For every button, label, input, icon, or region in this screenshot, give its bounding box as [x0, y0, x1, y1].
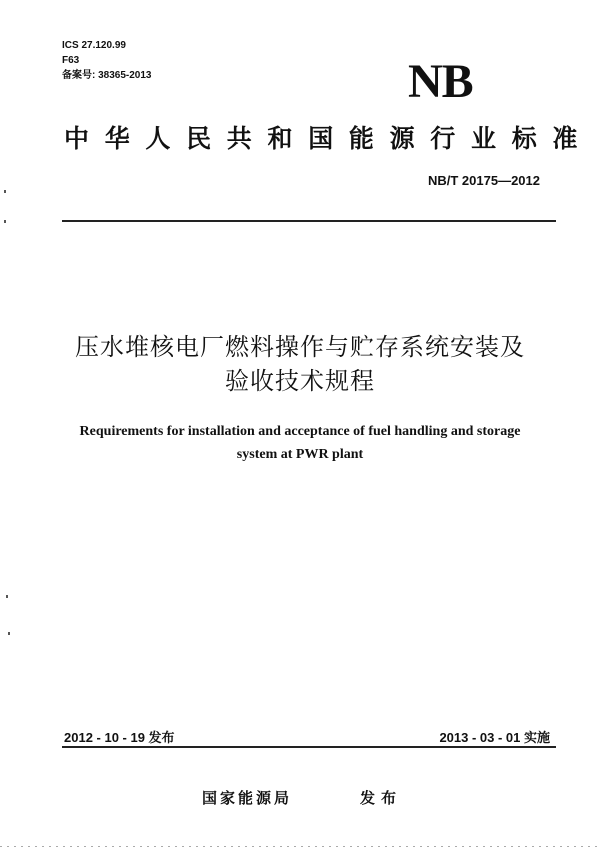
nb-logo: NB [408, 55, 473, 108]
record-number: 备案号: 38365-2013 [62, 70, 152, 81]
header-divider [62, 220, 556, 222]
english-title [0, 420, 600, 466]
ics-code: ICS 27.120.99 [62, 40, 126, 51]
scan-edge-dots [0, 846, 600, 847]
chinese-title-line-1: 压水堆核电厂燃料操作与贮存系统安装及 [75, 333, 525, 361]
issue-date: 2012 - 10 - 19 发布 [64, 730, 175, 745]
english-title-line-2: system at PWR plant [236, 447, 364, 462]
scan-speck [8, 632, 10, 635]
chinese-title [0, 330, 600, 398]
standard-category-title: 中华人民共和国能源行业标准 [64, 124, 594, 153]
effective-date: 2013 - 03 - 01 实施 [439, 730, 550, 745]
scan-speck [6, 595, 8, 598]
standard-number: NB/T 20175—2012 [427, 173, 540, 188]
english-title-line-1: Requirements for installation and acceptance of fuel handling and storage [79, 424, 521, 439]
chinese-title-line-2: 验收技术规程 [225, 367, 375, 395]
publish-label: 发布 [360, 789, 403, 807]
classification-block [62, 38, 152, 83]
scan-speck [4, 220, 6, 223]
footer-divider [62, 746, 556, 748]
publisher-name: 国家能源局 [202, 789, 293, 807]
ccs-code: F63 [62, 55, 80, 66]
scan-speck [4, 190, 6, 193]
